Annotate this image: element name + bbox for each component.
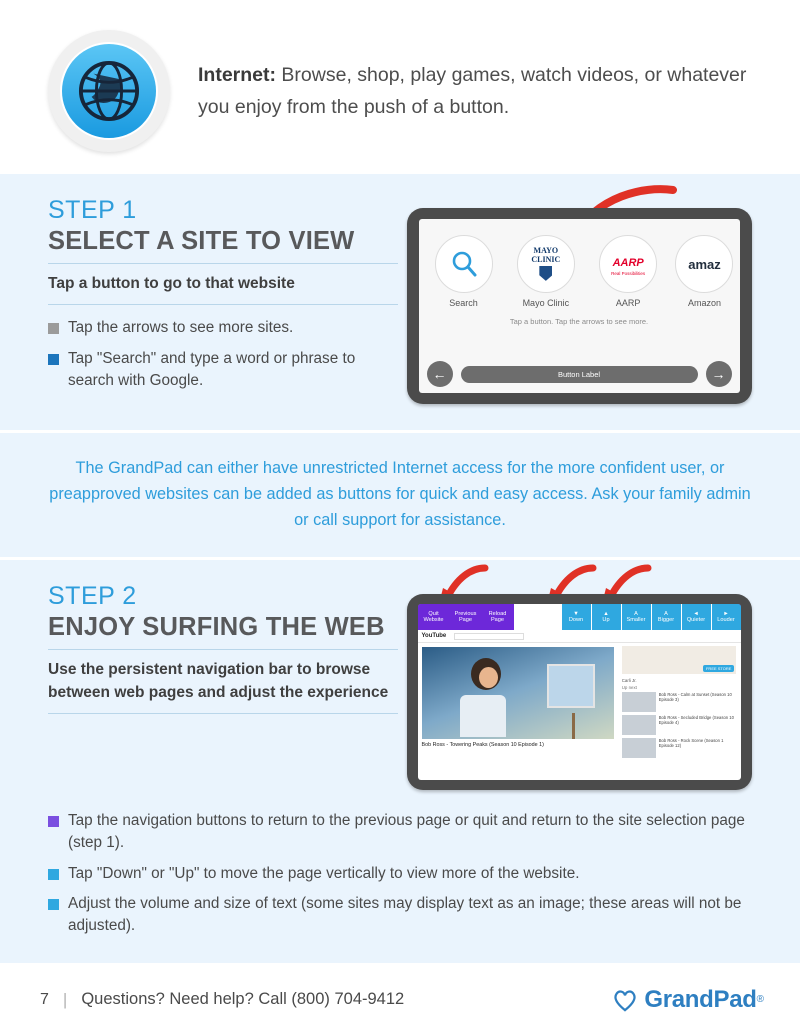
brand-name: GrandPad bbox=[644, 985, 757, 1013]
reload-line1: Reload bbox=[488, 611, 507, 618]
footer-divider: | bbox=[62, 989, 68, 1009]
volume-quieter-button[interactable] bbox=[681, 604, 711, 630]
chevron-up-icon: ▲ bbox=[603, 611, 609, 618]
page-footer bbox=[0, 963, 800, 1035]
quit-line1: Quit bbox=[428, 611, 439, 618]
step1-text-column bbox=[48, 196, 398, 404]
globe-icon bbox=[78, 60, 140, 122]
website-body bbox=[418, 643, 741, 780]
person-body-graphic bbox=[460, 695, 506, 737]
website-header bbox=[418, 630, 741, 643]
easel-leg-graphic bbox=[572, 713, 575, 739]
bullet-square bbox=[48, 869, 59, 880]
step1-illustration bbox=[398, 196, 760, 404]
bullet-square bbox=[48, 323, 59, 334]
right-arrow-button[interactable]: → bbox=[706, 361, 732, 387]
list-item[interactable] bbox=[622, 715, 737, 735]
sidebar-video-title: Bob Ross - Secluded Bridge (Season 10 Episode 4) bbox=[658, 715, 734, 726]
channel-name: Carli Jr. bbox=[621, 678, 637, 684]
mayo-logo bbox=[531, 247, 560, 281]
quit-website-button[interactable] bbox=[418, 604, 450, 630]
step2-text-column bbox=[48, 582, 398, 790]
reload-line2: Page bbox=[490, 617, 505, 624]
reload-page-button[interactable] bbox=[482, 604, 514, 630]
list-item bbox=[48, 348, 398, 391]
step1-label: STEP 1 bbox=[48, 196, 137, 224]
internet-icon-badge bbox=[48, 30, 170, 152]
site-label: AARP bbox=[615, 298, 641, 308]
note-section bbox=[0, 430, 800, 560]
site-button-aarp[interactable] bbox=[593, 235, 663, 308]
smaller-label: Smaller bbox=[626, 617, 646, 624]
list-item bbox=[48, 810, 752, 853]
tablet-device-step2 bbox=[407, 594, 752, 790]
up-label: Up bbox=[602, 617, 610, 624]
footer-help-text: Questions? Need help? Call (800) 704-9412 bbox=[81, 990, 405, 1008]
step2-label: STEP 2 bbox=[48, 582, 137, 611]
step2-section bbox=[0, 560, 800, 972]
search-icon-circle bbox=[435, 235, 493, 293]
sidebar-video-title: Bob Ross - Rock Scene (Season 1 Episode 12) bbox=[658, 738, 724, 749]
quit-line2: Website bbox=[423, 617, 444, 624]
site-button-mayo-clinic[interactable] bbox=[511, 235, 581, 308]
nav-spacer bbox=[514, 604, 561, 630]
video-thumbnail-small bbox=[622, 715, 656, 735]
down-label: Down bbox=[568, 617, 584, 624]
youtube-logo: YouTube bbox=[421, 633, 447, 640]
text-smaller-button[interactable] bbox=[621, 604, 651, 630]
bullet-text: Tap "Search" and type a word or phrase to search with Google. bbox=[68, 350, 356, 389]
brand-logo bbox=[612, 986, 764, 1014]
list-item bbox=[48, 317, 398, 339]
step2-illustration bbox=[398, 582, 760, 790]
prev-line1: Previous bbox=[454, 611, 477, 618]
previous-page-button[interactable] bbox=[450, 604, 482, 630]
globe-icon-circle bbox=[60, 42, 158, 140]
video-thumbnail[interactable] bbox=[422, 647, 614, 739]
scroll-up-button[interactable] bbox=[591, 604, 621, 630]
list-item[interactable] bbox=[622, 738, 737, 758]
volume-up-icon: ► bbox=[723, 611, 729, 618]
ad-cta-button[interactable]: FREE STORE bbox=[703, 665, 735, 672]
site-button-row bbox=[419, 219, 740, 308]
bullet-square bbox=[48, 816, 59, 827]
step1-title: SELECT A SITE TO VIEW bbox=[48, 227, 398, 264]
list-item bbox=[48, 863, 752, 885]
text-bigger-button[interactable] bbox=[651, 604, 681, 630]
aarp-tagline: Real Possibilities bbox=[611, 270, 646, 276]
video-player-column bbox=[418, 643, 618, 780]
easel-graphic bbox=[547, 664, 595, 708]
button-label-pill[interactable]: Button Label bbox=[461, 366, 698, 383]
aarp-wordmark: AARP bbox=[612, 256, 644, 269]
louder-label: Louder bbox=[717, 617, 735, 624]
heart-icon bbox=[612, 988, 638, 1012]
step2-bullets bbox=[0, 810, 800, 972]
bullet-text: Tap the arrows to see more sites. bbox=[68, 319, 294, 337]
tablet-screen-browser bbox=[418, 604, 741, 780]
list-item[interactable] bbox=[622, 692, 737, 712]
volume-louder-button[interactable] bbox=[711, 604, 741, 630]
site-button-amazon[interactable] bbox=[675, 235, 733, 308]
video-thumbnail-small bbox=[622, 692, 656, 712]
bullet-text: Tap "Down" or "Up" to move the page vertically to view more of the website. bbox=[68, 864, 580, 882]
site-label: Mayo Clinic bbox=[522, 298, 570, 308]
aarp-logo-circle bbox=[599, 235, 657, 293]
bullet-square bbox=[48, 354, 59, 365]
note-text: The GrandPad can either have unrestricted Internet access for the more confident user, or preapproved websites can be added as buttons for quick and easy access. Ask your family admin or call support for assistance. bbox=[49, 459, 751, 530]
scroll-down-button[interactable] bbox=[561, 604, 591, 630]
website-search-input[interactable] bbox=[454, 633, 524, 640]
tablet-device-step1 bbox=[407, 208, 752, 404]
text-size-icon: A bbox=[634, 611, 638, 618]
step2-subtitle: Use the persistent navigation bar to browse between web pages and adjust the experience bbox=[48, 650, 398, 714]
page-header bbox=[0, 0, 800, 174]
mayo-line1: MAYO bbox=[533, 246, 559, 256]
tablet-screen-site-selection bbox=[419, 219, 740, 393]
tablet-bottom-bar bbox=[419, 361, 740, 387]
persistent-navigation-bar bbox=[418, 604, 741, 630]
search-icon bbox=[449, 249, 479, 279]
prev-line2: Page bbox=[458, 617, 473, 624]
brand-registered-mark: ® bbox=[756, 994, 764, 1005]
page-number: 7 bbox=[40, 990, 49, 1008]
mayo-logo-circle bbox=[517, 235, 575, 293]
step1-section bbox=[0, 174, 800, 430]
video-thumbnail-small bbox=[622, 738, 656, 758]
text-size-icon: A bbox=[664, 611, 668, 618]
left-arrow-button[interactable]: ← bbox=[427, 361, 453, 387]
chevron-down-icon: ▼ bbox=[573, 611, 579, 618]
quieter-label: Quieter bbox=[686, 617, 706, 624]
advertisement[interactable] bbox=[622, 646, 737, 674]
header-lead: Internet: bbox=[198, 63, 276, 86]
mayo-shield-icon bbox=[539, 266, 552, 281]
sidebar-video-title: Bob Ross - Calm at Sunset (Season 10 Episode 3) bbox=[658, 692, 732, 703]
site-button-search[interactable] bbox=[429, 235, 499, 308]
step2-title: ENJOY SURFING THE WEB bbox=[48, 613, 398, 650]
site-label: Amazon bbox=[687, 298, 721, 308]
site-label: Search bbox=[449, 298, 478, 308]
mayo-line2: CLINIC bbox=[531, 254, 561, 264]
video-title: Bob Ross - Towering Peaks (Season 10 Episode 1) bbox=[421, 742, 544, 749]
list-item bbox=[48, 893, 752, 936]
amazon-wordmark: amaz bbox=[688, 256, 721, 272]
tablet-hint-text: Tap a button. Tap the arrows to see more. bbox=[509, 317, 649, 326]
bullet-text: Adjust the volume and size of text (some sites may display text as an image; these areas will not be adjusted). bbox=[68, 895, 742, 935]
bullet-text: Tap the navigation buttons to return to the previous page or quit and return to the site selection page (step 1). bbox=[68, 812, 745, 851]
bullet-square bbox=[48, 899, 59, 910]
up-next-label: Up next bbox=[621, 685, 637, 691]
header-description bbox=[198, 59, 758, 123]
amazon-logo-circle bbox=[675, 235, 733, 293]
aarp-logo bbox=[611, 253, 645, 276]
step1-subtitle: Tap a button to go to that website bbox=[48, 264, 398, 305]
sidebar-column bbox=[618, 643, 741, 780]
step1-bullets bbox=[48, 317, 398, 391]
bigger-label: Bigger bbox=[657, 617, 675, 624]
volume-down-icon: ◄ bbox=[693, 611, 699, 618]
header-body: Browse, shop, play games, watch videos, or whatever you enjoy from the push of a button. bbox=[198, 63, 747, 118]
